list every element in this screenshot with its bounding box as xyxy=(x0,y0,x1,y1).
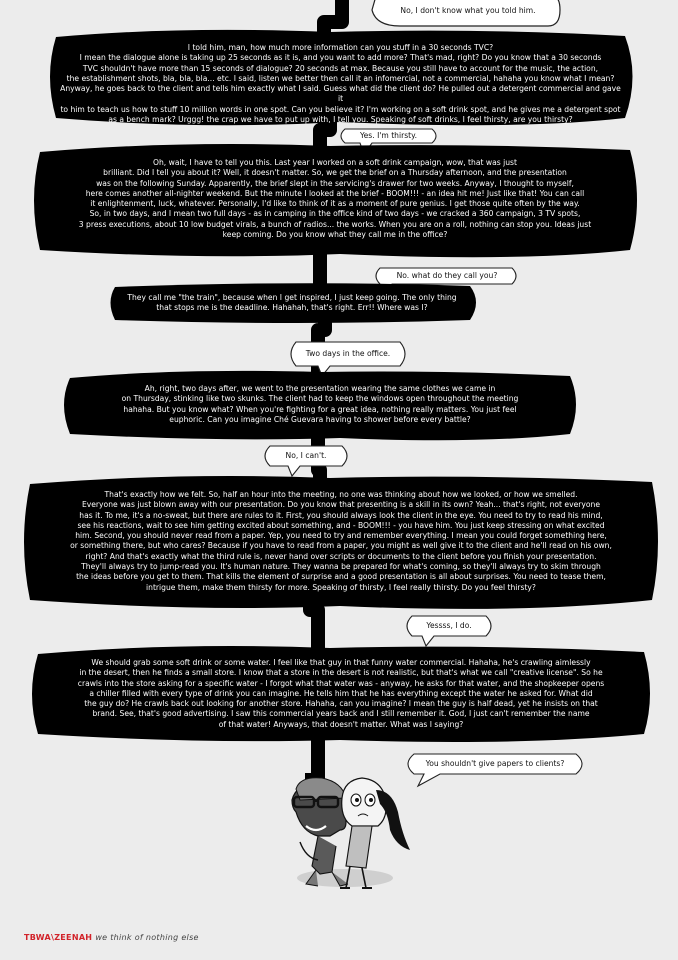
bubble-line: No. what do they call you? xyxy=(396,271,498,280)
bubble-line: brand. See, that's good advertising. I saw this commercial years back and I still remember it. God, I just can't remember the name xyxy=(92,709,590,719)
bubble-talker-1-text xyxy=(58,43,623,125)
bubble-line: was on the following Sunday. Apparently, the brief slept in the servicing's drawer for two weeks. Anyway, I thought to myself, xyxy=(96,178,574,188)
bubble-line: TVC shouldn't have more than 15 seconds of dialogue? 20 seconds at max. Because you still have to account for the music, the action, xyxy=(82,63,599,73)
bubble-reply-3-text xyxy=(382,271,512,281)
bubble-talker-2-text xyxy=(42,158,628,240)
bubble-line: here comes another all-nighter weekend. But the minute I looked at the brief - BOOM!!! - an idea hit me! Just like that! You can call xyxy=(85,188,585,198)
bubble-line: the ideas before you get to them. That kills the element of surprise and a good presentation is all about surprises. You need to tease them, xyxy=(76,572,606,582)
bubble-reply-7-text xyxy=(414,759,576,769)
bubble-line: That's exactly how we felt. So, half an hour into the meeting, no one was thinking about how we looked, or how we smelled. xyxy=(104,490,578,499)
bubble-line: 3 press executions, about 10 low budget virals, a bunch of radios... the works. When you are on a roll, nothing can stop you. Ideas just xyxy=(78,219,592,229)
bubble-line: Ah, right, two days after, we went to the presentation wearing the same clothes we came in xyxy=(144,384,496,393)
bubble-line: Yes. I'm thirsty. xyxy=(359,131,417,140)
bubble-line: No, I can't. xyxy=(285,451,327,460)
bubble-line: Anyway, he goes back to the client and tells him exactly what I said. Guess what did the client do? He pulled out a detergent commercial and gave it xyxy=(60,84,621,104)
bubble-talker-3-text xyxy=(116,293,468,314)
bubble-line: Yessss, I do. xyxy=(426,621,472,630)
bubble-line: hahaha. But you know what? When you're fighting for a great idea, nothing really matters. You just feel xyxy=(123,404,517,414)
bubble-line: They call me "the train", because when I get inspired, I just keep going. The only thing xyxy=(127,293,457,302)
bubble-line: right? And that's exactly what the third rule is, never hand over scripts or documents to the client before you finish your presentation. xyxy=(85,551,597,561)
bubble-talker-6-text xyxy=(40,658,642,730)
bubble-line: that stops me is the deadline. Hahahah, that's right. Err!! Where was I? xyxy=(156,303,428,313)
bubble-line: keep coming. Do you know what they call me in the office? xyxy=(222,230,448,240)
bubble-line: it enlightenment, luck, whatever. Personally, I'd like to think of it as a moment of pure genius. I get those quite often by the way. xyxy=(90,199,580,209)
bubble-line: Everyone was just blown away with our presentation. Do you know that presenting is a skill in its own? Yeah... that's right, not everyone xyxy=(81,500,601,510)
bubble-line: They'll always try to jump-read you. It's human nature. They wanna be prepared for what's coming, so they'll always try to skim through xyxy=(81,562,601,572)
bubble-line: brilliant. Did I tell you about it? Well, it doesn't matter. So, we get the brief on a Thursday afternoon, and the presentation xyxy=(103,168,567,178)
bubble-line: has it. To me, it's a no-sweat, but there are rules to it. First, you should always look the client in the eye. You need to try to read his mind, xyxy=(79,510,603,520)
bubble-line: the establishment shots, bla, bla, bla... etc. I said, listen we better then call it an infomercial, not a commercial, hahaha you know what I mean? xyxy=(66,73,615,83)
bubble-line: Oh, wait, I have to tell you this. Last year I worked on a soft drink campaign, wow, that was just xyxy=(153,158,517,167)
bubble-line: euphoric. Can you imagine Ché Guevara having to shower before every battle? xyxy=(169,414,471,424)
bubble-reply-5-text xyxy=(270,451,342,461)
bubble-reply-4-text xyxy=(296,349,400,359)
bubble-reply-2-text xyxy=(345,131,432,141)
bubble-line: in the desert, then he finds a small store. I know that a store in the desert is not realistic, but that's what we call "creative license". So he xyxy=(79,668,603,678)
bubble-line: as a bench mark? Urggg! the crap we have to put up with, I tell you. Speaking of soft drinks, I feel thirsty, are you thirsty? xyxy=(108,115,573,125)
characters-illustration xyxy=(292,778,410,888)
bubble-line: Two days in the office. xyxy=(305,349,391,358)
bubble-line: of that water! Anyways, that doesn't matter. What was I saying? xyxy=(218,719,464,729)
bubble-line: him. Second, you should never read from a paper. Yep, you need to try and remember everything. I mean you could forget something here, xyxy=(75,531,607,541)
bubble-line: see his reactions, wait to see him getting excited about something, and - BOOM!!! - you have him. You just keep stressing on what excited xyxy=(77,520,605,530)
bubble-line: You shouldn't give papers to clients? xyxy=(425,759,565,768)
bubble-line: We should grab some soft drink or some water. I feel like that guy in that funny water commercial. Hahaha, he's crawling aimlessly xyxy=(91,658,591,667)
bubble-line: No, I don't know what you told him. xyxy=(400,6,536,15)
bubble-line: to him to teach us how to stuff 10 million words in one spot. Can you believe it? I'm working on a soft drink spot, and he gives me a detergent spot xyxy=(60,104,621,114)
bubble-line: So, in two days, and I mean two full days - as in camping in the office kind of two days - we cracked a 360 campaign, 3 TV spots, xyxy=(89,209,581,219)
bubble-line: I mean the dialogue alone is taking up 25 seconds as it is, and you want to add more? That's mad, right? Do you know that a 30 seconds xyxy=(79,53,602,63)
bubble-line: I told him, man, how much more information can you stuff in a 30 seconds TVC? xyxy=(187,43,494,52)
bubble-talker-5-text xyxy=(32,490,650,593)
bubble-line: or something there, but who cares? Because if you have to read from a paper, you might as well give it to the client and he'll read on his own, xyxy=(70,541,612,551)
bubble-reply-1-text xyxy=(388,6,548,16)
bubble-talker-4-text xyxy=(72,384,568,425)
bubble-line: on Thursday, stinking like two skunks. The client had to keep the windows open throughout the meeting xyxy=(121,394,519,404)
tagline: we think of nothing else xyxy=(95,933,199,942)
bubble-line: a chiller filled with every type of drink you can imagine. He tells him that he has everything except the water he asked for. What did xyxy=(89,688,593,698)
brand-logo: TBWA\ZEENAH xyxy=(24,933,93,942)
bubble-line: intrigue them, make them thirsty for more. Speaking of thirsty, I feel really thirsty. Do you feel thirsty? xyxy=(146,582,536,592)
bubble-line: the guy do? He crawls back out looking for another store. Hahaha, can you imagine? I mean the guy is half dead, yet he insists on that xyxy=(84,699,598,709)
bubble-reply-6-text xyxy=(412,621,486,631)
bubble-line: crawls into the store asking for a specific water - I forgot what that water was - anyway, he asks for that water, and the shopkeeper opens xyxy=(77,678,605,688)
footer xyxy=(24,933,199,942)
